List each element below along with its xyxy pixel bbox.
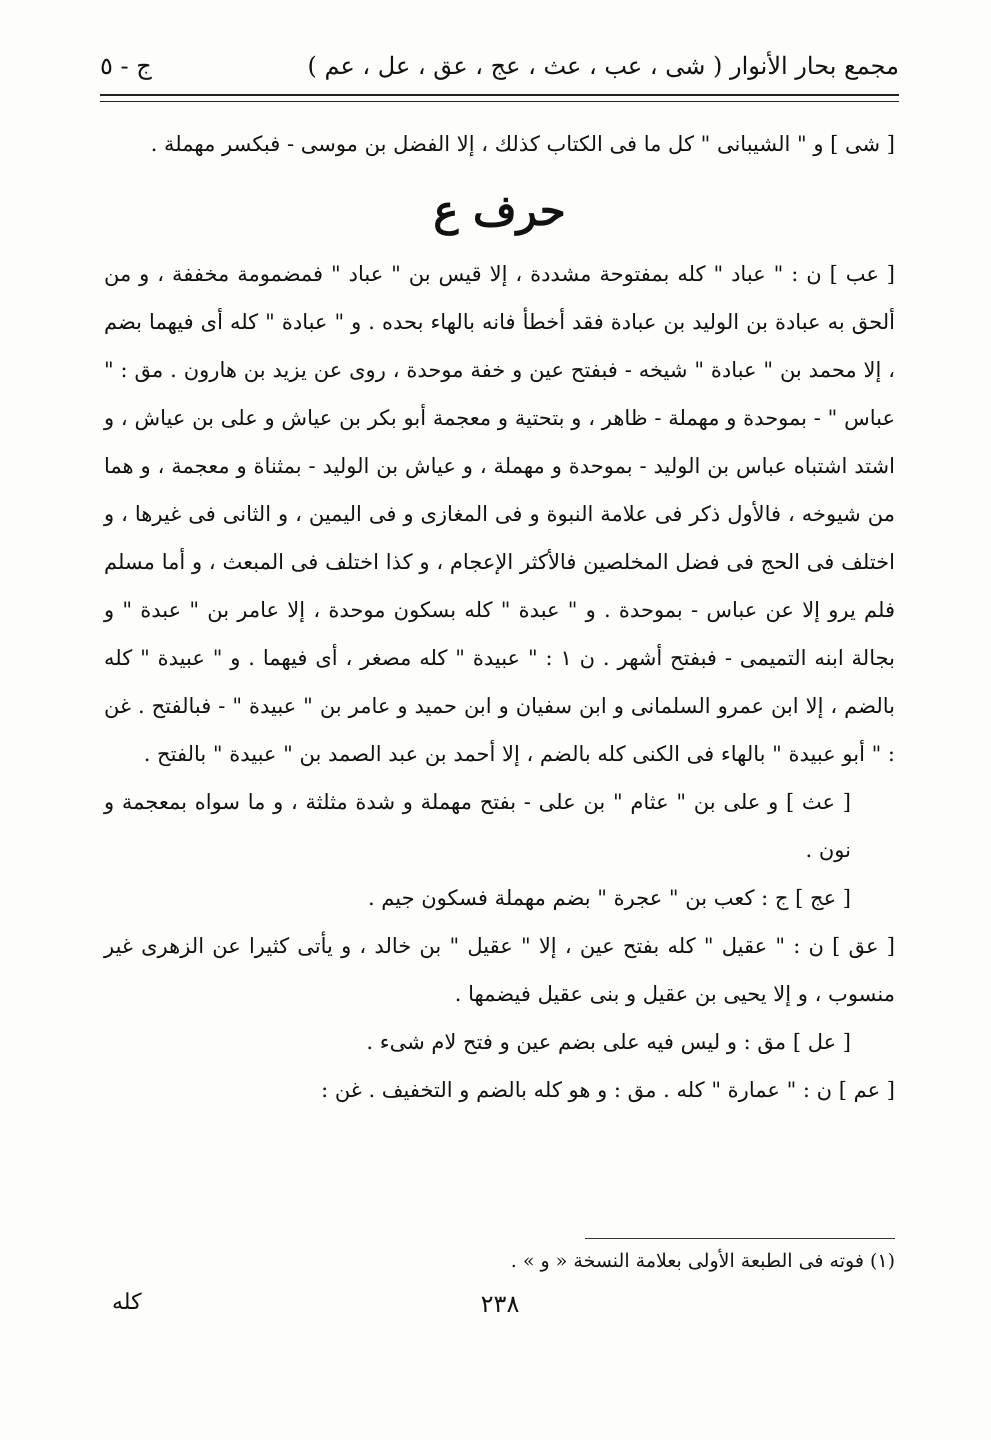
entry-paragraph-ath: [ عث ] و على بن " عثام " بن على - بفتح مهملة و شدة مثلثة ، و ما سواه بمعجمة و نون . (104, 790, 851, 862)
entry-paragraph-aq: [ عق ] ن : " عقيل " كله بفتح عين ، إلا " عقيل " بن خالد ، و يأتى كثيرا عن الزهرى غير منسوب ، و إلا يحيى بن عقيل و بنى عقيل فيضمها . (104, 934, 895, 1006)
main-text (104, 120, 895, 1114)
page-number: ٢٣٨ (480, 1290, 520, 1318)
footnote: (١) فوته فى الطبعة الأولى بعلامة النسخة « و » . (510, 1250, 895, 1272)
intro-paragraph: [ شى ] و " الشيبانى " كل ما فى الكتاب كذلك ، إلا الفضل بن موسى - فبكسر مهملة . (150, 132, 895, 156)
catchword: كله (112, 1290, 142, 1315)
section-heading: حرف ع (433, 186, 566, 235)
entry-paragraph-al: [ عل ] مق : و ليس فيه على بضم عين و فتح لام شىء . (366, 1030, 851, 1054)
entry-paragraph-am: [ عم ] ن : " عمارة " كله . مق : و هو كله بالضم و التخفيف . غن : (321, 1078, 895, 1102)
running-header (100, 48, 899, 88)
running-title: مجمع بحار الأنوار ( شى ، عب ، عث ، عج ، عق ، عل ، عم ) (307, 52, 899, 80)
header-rule (100, 94, 899, 102)
entry-paragraph-ab: [ عب ] ن : " عباد " كله بمفتوحة مشددة ، إلا قيس بن " عباد " فمضمومة مخففة ، و من ألحق به عبادة بن الوليد بن عبادة فقد أخطأ فانه بالهاء بحده . و " عبادة " كله أى فيهما بضم ، إلا محمد بن " عبادة " شيخه - فبفتح عين و خفة موحدة ، روى عن يزيد بن هارون . مق : " عباس " - بموحدة و مهملة - ظاهر ، و بتحتية و معجمة أبو بكر بن عياش و على بن عياش ، و اشتد اشتباه عباس بن الوليد - بموحدة و مهملة ، و عياش بن الوليد - بمثناة و معجمة ، و هما من شيوخه ، فالأول ذكر فى علامة النبوة و فى المغازى و فى اليمين ، و الثانى فى غيرها ، و اختلف فى الحج فى فضل المخلصين فالأكثر الإعجام ، و كذا اختلف فى المبعث ، و أما مسلم فلم يرو إلا عن عباس - بموحدة . و " عبدة " كله بسكون موحدة ، إلا عامر بن " عبدة " و بجالة ابنه التميمى - فبفتح أشهر . ن ١ : " عبيدة " كله مصغر ، أى فيهما . و " عبيدة " كله بالضم ، إلا ابن عمرو السلمانى و ابن سفيان و ابن حميد و عامر بن " عبيدة " - فبالفتح . غن : " أبو عبيدة " بالهاء فى الكنى كله بالضم ، إلا أحمد بن عبد الصمد بن " عبيدة " بالفتح . (104, 262, 895, 766)
footnote-rule (585, 1238, 895, 1239)
entry-paragraph-aj: [ عج ] ج : كعب بن " عجرة " بضم مهملة فسكون جيم . (367, 886, 851, 910)
volume-page-marker: ج - ٥ (100, 52, 152, 80)
